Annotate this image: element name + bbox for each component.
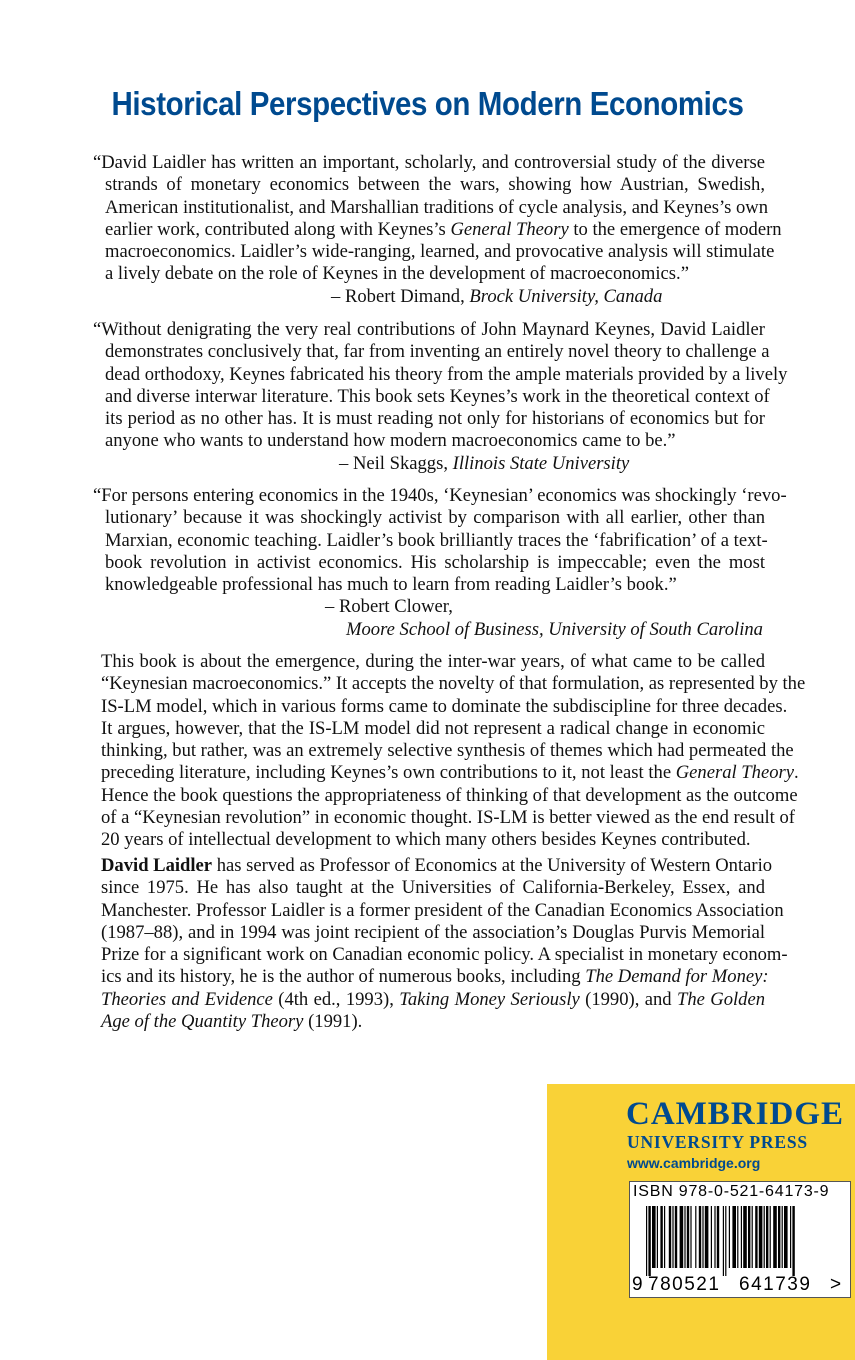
endorser-name: – Robert Dimand, — [331, 285, 465, 307]
barcode-bar — [717, 1206, 719, 1268]
endorser-name: – Robert Clower, — [325, 596, 453, 618]
barcode-icon — [630, 1182, 850, 1297]
quote-line: “David Laidler has written an important, scholarly, and controversial study of the diverse — [93, 152, 765, 173]
quote-line: demonstrates conclusively that, far from inventing an entirely novel theory to challenge a — [105, 341, 770, 363]
bio-line: since 1975. He has also taught at the Universities of California-Berkeley, Essex, and — [101, 877, 765, 899]
barcode-box — [629, 1181, 851, 1298]
isbn-label: ISBN 978-0-521-64173-9 — [633, 1183, 830, 1200]
quote-line: a lively debate on the role of Keynes in the development of macroeconomics.” — [105, 263, 689, 285]
barcode-bar — [766, 1206, 768, 1268]
quote-line: knowledgeable professional has much to learn from reading Laidler’s book.” — [105, 574, 677, 596]
barcode-bar — [702, 1206, 703, 1268]
barcode-bar — [699, 1206, 701, 1268]
barcode-bar — [672, 1206, 673, 1268]
barcode-digit-lead: 9 — [632, 1274, 643, 1295]
barcode-bar — [792, 1206, 794, 1276]
barcode-bar — [770, 1206, 771, 1268]
publisher-logo-name: CAMBRIDGE — [626, 1096, 845, 1132]
description-line: 20 years of intellectual development to which many others besides Keynes contributed. — [101, 829, 751, 851]
description-line-italic: General Theory — [675, 762, 794, 784]
author-bio — [101, 855, 788, 1033]
quote-line-part: earlier work, contributed along with Keynes’s — [105, 218, 451, 240]
quote-line: “For persons entering economics in the 1940s, ‘Keynesian’ economics was shockingly ‘revo- — [93, 485, 787, 506]
description-line: This book is about the emergence, during the inter-war years, of what came to be called — [101, 651, 765, 672]
endorser-affiliation-text: Moore School of Business, University of South Carolina — [346, 618, 763, 640]
bio-line-part: (1990), and — [579, 988, 677, 1010]
quote-line — [93, 218, 782, 241]
barcode-bar — [695, 1206, 696, 1268]
barcode-bar — [782, 1206, 783, 1268]
publisher-url[interactable]: www.cambridge.org — [627, 1155, 761, 1171]
barcode-bar — [732, 1206, 736, 1268]
barcode-bar — [714, 1206, 715, 1268]
book-description — [101, 651, 806, 852]
book-title: Theories and Evidence — [101, 988, 273, 1010]
description-line-part: . — [794, 762, 799, 784]
bio-line — [101, 855, 773, 877]
quote-line: its period as no other has. It is must reading not only for historians of economics but for — [105, 408, 765, 430]
bio-line: (1987–88), and in 1994 was joint recipient of the association’s Douglas Purvis Memorial — [101, 921, 765, 943]
bio-line — [101, 966, 769, 988]
endorser-name: – Neil Skaggs, — [339, 452, 448, 474]
barcode-digit-arrow: > — [830, 1274, 842, 1295]
barcode-bar — [784, 1206, 788, 1268]
book-title: The Golden — [677, 988, 766, 1010]
barcode-bar — [759, 1206, 763, 1268]
barcode-bar — [729, 1206, 730, 1268]
barcode-bar — [687, 1206, 689, 1268]
barcode-bar — [664, 1206, 665, 1268]
barcode-bar — [737, 1206, 738, 1268]
bio-line: Manchester. Professor Laidler is a former president of the Canadian Economics Association — [101, 899, 784, 921]
barcode-bar — [778, 1206, 780, 1268]
barcode-bar — [684, 1206, 685, 1268]
barcode-bar — [675, 1206, 677, 1268]
bio-line-part: ics and its history, he is the author of numerous books, including — [101, 966, 586, 988]
endorser-affiliation: Brock University, Canada — [469, 285, 663, 307]
barcode-bar — [755, 1206, 757, 1268]
barcode-bar — [646, 1206, 647, 1276]
endorsement-attribution — [93, 453, 765, 475]
bio-line-part: (4th ed., 1993), — [272, 988, 400, 1010]
endorsement-2 — [93, 319, 788, 475]
barcode-bar — [705, 1206, 709, 1268]
bio-line-part: (1991). — [303, 1011, 363, 1033]
publisher-logo-subtitle: UNIVERSITY PRESS — [627, 1132, 808, 1152]
bio-line — [101, 1011, 765, 1033]
quote-line-italic: General Theory — [450, 218, 569, 240]
barcode-bar — [748, 1206, 750, 1268]
quote-line: dead orthodoxy, Keynes fabricated his theory from the ample materials provided by a lively — [105, 363, 788, 385]
bio-line: Prize for a significant work on Canadian economic policy. A specialist in monetary econom- — [101, 944, 788, 966]
author-name: David Laidler — [101, 855, 213, 876]
barcode-bar — [657, 1206, 658, 1268]
barcode-bar — [752, 1206, 753, 1268]
description-line: IS-LM model, which in various forms came to dominate the subdiscipline for three decades. — [101, 695, 788, 717]
bio-line — [101, 989, 765, 1011]
book-title: The Demand for Money: — [585, 966, 769, 988]
description-line: Hence the book questions the appropriateness of thinking of that development as the outcome — [101, 784, 798, 806]
quote-line: lutionary’ because it was shockingly activist by comparison with all earlier, other than — [105, 507, 765, 529]
barcode-bar — [725, 1206, 726, 1276]
barcode-bar — [711, 1206, 712, 1268]
description-line — [101, 762, 799, 784]
barcode-bar — [743, 1206, 747, 1268]
publisher-panel — [547, 1084, 855, 1360]
barcode-bar — [690, 1206, 691, 1268]
barcode-bar — [773, 1206, 777, 1268]
quote-line: anyone who wants to understand how modern macroeconomics came to be.” — [105, 430, 676, 452]
barcode-bar — [648, 1206, 650, 1276]
bio-line-part: has served as Professor of Economics at the University of Western Ontario — [216, 855, 773, 876]
description-line: thinking, but rather, was an extremely selective synthesis of themes which had permeated the — [101, 740, 794, 762]
description-line: “Keynesian macroeconomics.” It accepts the novelty of that formulation, as represented by the — [101, 673, 806, 695]
endorsement-attribution — [93, 286, 765, 308]
quote-line: and diverse interwar literature. This book sets Keynes’s work in the theoretical context of — [105, 385, 770, 407]
barcode-bar — [790, 1206, 791, 1268]
quote-line: “Without denigrating the very real contributions of John Maynard Keynes, David Laidler — [93, 319, 765, 340]
quote-line: book revolution in activist economics. His scholarship is impeccable; even the most — [105, 551, 765, 573]
book-title: Age of the Quantity Theory — [101, 1011, 304, 1033]
description-line: It argues, however, that the IS-LM model did not represent a radical change in economic — [101, 717, 765, 739]
quote-line: Marxian, economic teaching. Laidler’s book brilliantly traces the ‘fabrification’ of a text- — [105, 529, 768, 551]
endorsement-3 — [93, 485, 787, 641]
barcode-bar — [669, 1206, 671, 1268]
endorsement-1 — [93, 152, 782, 308]
series-title: Historical Perspectives on Modern Economics — [111, 85, 744, 123]
quote-line: macroeconomics. Laidler’s wide-ranging, learned, and provocative analysis will stimulate — [105, 241, 775, 263]
barcode-bars — [646, 1206, 795, 1276]
barcode-bar — [723, 1206, 724, 1276]
endorser-affiliation: Illinois State University — [452, 452, 630, 474]
barcode-bar — [652, 1206, 656, 1268]
barcode-digits-left: 780521 — [648, 1274, 721, 1295]
barcode-digits-right: 641739 — [739, 1274, 812, 1295]
endorser-affiliation — [93, 619, 765, 641]
barcode-bar — [764, 1206, 765, 1268]
description-line: of a “Keynesian revolution” in economic thought. IS-LM is better viewed as the end result of — [101, 807, 795, 829]
quote-line: American institutionalist, and Marshallian traditions of cycle analysis, and Keynes’s own — [105, 196, 769, 218]
quote-line: strands of monetary economics between the wars, showing how Austrian, Swedish, — [105, 174, 765, 196]
book-title: Taking Money Seriously — [399, 988, 580, 1010]
quote-line-part: to the emergence of modern — [568, 218, 782, 240]
barcode-bar — [660, 1206, 662, 1268]
barcode-bar — [741, 1206, 742, 1268]
description-line-part: preceding literature, including Keynes’s own contributions to it, not least the — [101, 762, 676, 784]
barcode-bar — [680, 1206, 684, 1268]
